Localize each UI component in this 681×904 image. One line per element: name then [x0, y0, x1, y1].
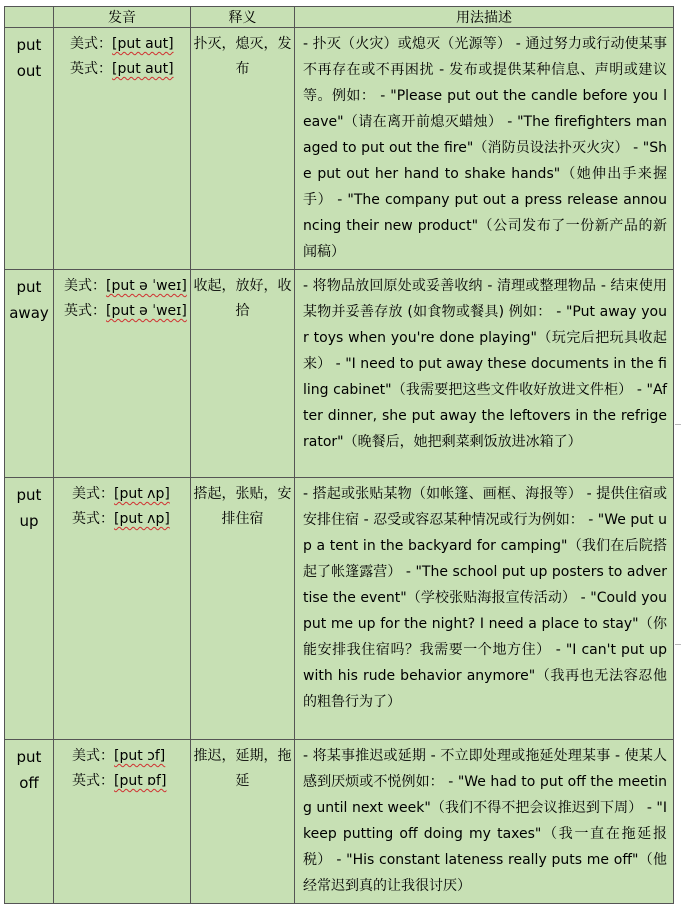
uk-ipa: [put aut] — [112, 61, 174, 77]
word-part: out — [16, 62, 42, 80]
pronunciation-cell — [54, 478, 191, 740]
us-ipa: [put ɔf] — [114, 748, 166, 764]
header-word — [5, 7, 54, 28]
word-cell — [5, 270, 54, 478]
usage-cell: - 搭起或张贴某物（如帐篷、画框、海报等） - 提供住宿或安排住宿 - 忍受或容忍某种情况或行为例如： - "We put up a tent in the backyard for camping"（我们在后院搭起了帐篷露营） - "The school put up posters to advertise the event"（学校张贴海报宣传活动） - "Could you put me up for the night? I need a place to stay"（你能安排我住宿吗？我需要一个地方住） - "I can't put up with his rude behavior anymore"（我再也无法容忍他的粗鲁行为了） — [295, 478, 674, 740]
table-row — [5, 740, 674, 904]
pronunciation-cell — [54, 28, 191, 270]
word-part: up — [19, 512, 39, 530]
pronunciation-cell — [54, 270, 191, 478]
table-row — [5, 270, 674, 478]
us-pronunciation — [70, 32, 190, 57]
usage-cell: - 扑灭（火灾）或熄灭（光源等） - 通过努力或行动使某事不再存在或不再困扰 - 发布或提供某种信息、声明或建议等。例如： - "Please put out the candle before you leave"（请在离开前熄灭蜡烛） - "The firefighters managed to put out the fire"（消防员设法扑灭火灾） - "She put out her hand to shake hands"（她伸出手来握手） - "The company put out a press release announcing their new product"（公司发布了一份新产品的新闻稿） — [295, 28, 674, 270]
header-pronunciation: 发音 — [54, 7, 191, 28]
meaning-cell: 推迟，延期，拖延 — [191, 740, 295, 904]
uk-ipa: [put ɒf] — [114, 773, 167, 789]
uk-pronunciation — [72, 507, 190, 532]
uk-pronunciation — [64, 299, 190, 324]
word-part: put — [16, 36, 42, 54]
uk-pronunciation — [72, 769, 190, 794]
us-label: 美式： — [72, 486, 114, 502]
word-part: put — [16, 486, 42, 504]
header-usage: 用法描述 — [295, 7, 674, 28]
uk-label: 英式： — [64, 303, 106, 319]
uk-label: 英式： — [72, 511, 114, 527]
word-part: put — [16, 748, 42, 766]
word-cell — [5, 28, 54, 270]
table-row — [5, 478, 674, 740]
usage-cell: - 将某事推迟或延期 - 不立即处理或拖延处理某事 - 使某人感到厌烦或不悦例如： - "We had to put off the meeting until next week"（我们不得不把会议推迟到下周） - "I keep putting off doing my taxes"（我一直在拖延报税） - "His constant lateness really puts me off"（他经常迟到真的让我很讨厌） — [295, 740, 674, 904]
cell-gridline-mark — [675, 644, 681, 645]
us-pronunciation — [64, 274, 190, 299]
us-ipa: [put ʌp] — [114, 486, 170, 502]
header-row — [5, 7, 674, 28]
word-cell — [5, 478, 54, 740]
word-part: put — [16, 278, 42, 296]
word-part: away — [9, 304, 49, 322]
word-part: off — [19, 774, 39, 792]
us-ipa: [put ə ˈweɪ] — [106, 278, 187, 294]
usage-cell: - 将物品放回原处或妥善收纳 - 清理或整理物品 - 结束使用某物并妥善存放 (如食物或餐具) 例如： - "Put away your toys when you're done playing"（玩完后把玩具收起来） - "I need to put away these documents in the filing cabinet"（我需要把这些文件收好放进文件柜） - "After dinner, she put away the leftovers in the refrigerator"（晚餐后，她把剩菜剩饭放进冰箱了） — [295, 270, 674, 478]
cell-gridline-mark — [675, 424, 681, 425]
uk-pronunciation — [70, 57, 190, 82]
pronunciation-cell — [54, 740, 191, 904]
uk-label: 英式： — [72, 773, 114, 789]
phrasal-verb-table — [4, 6, 674, 904]
us-label: 美式： — [72, 748, 114, 764]
us-label: 美式： — [70, 36, 112, 52]
us-label: 美式： — [64, 278, 106, 294]
word-cell — [5, 740, 54, 904]
uk-label: 英式： — [70, 61, 112, 77]
us-pronunciation — [72, 482, 190, 507]
us-ipa: [put aut] — [112, 36, 174, 52]
uk-ipa: [put ə ˈweɪ] — [106, 303, 187, 319]
meaning-cell: 扑灭，熄灭，发布 — [191, 28, 295, 270]
uk-ipa: [put ʌp] — [114, 511, 170, 527]
meaning-cell: 收起，放好，收拾 — [191, 270, 295, 478]
table-row — [5, 28, 674, 270]
us-pronunciation — [72, 744, 190, 769]
meaning-cell: 搭起，张贴，安排住宿 — [191, 478, 295, 740]
header-meaning: 释义 — [191, 7, 295, 28]
